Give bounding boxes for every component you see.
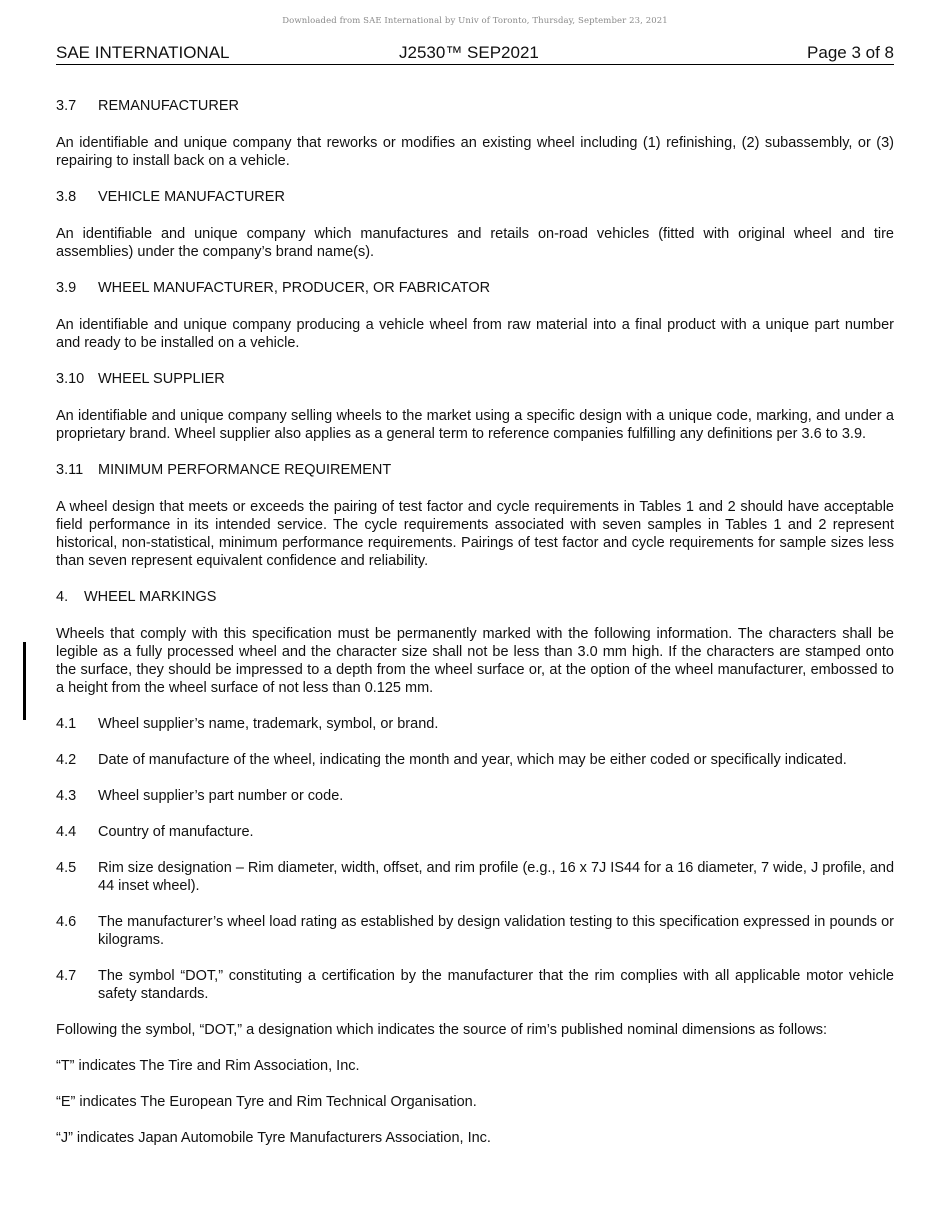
header-page-number: Page 3 of 8 [807, 43, 894, 62]
marking-item: 4.6 The manufacturer’s wheel load rating as established by design validation testing to this specification expressed in pounds or kilograms. [56, 914, 894, 948]
download-banner: Downloaded from SAE International by Univ of Toronto, Thursday, September 23, 2021 [282, 16, 668, 26]
section-paragraph: An identifiable and unique company selling wheels to the market using a specific design with a unique code, marking, and under a proprietary brand. Wheel supplier also applies as a general term to reference companies fulfilling any definitions per 3.6 to 3.9. [56, 408, 894, 442]
designation-line: “E” indicates The European Tyre and Rim Technical Organisation. [56, 1094, 477, 1110]
document-body [56, 97, 894, 1147]
designation-line: “J” indicates Japan Automobile Tyre Manufacturers Association, Inc. [56, 1130, 491, 1146]
section-paragraph: An identifiable and unique company producing a vehicle wheel from raw material into a final product with a unique part number and ready to be installed on a vehicle. [56, 317, 894, 351]
marking-item: 4.4 Country of manufacture. [56, 824, 254, 840]
section-heading: 3.9 WHEEL MANUFACTURER, PRODUCER, OR FABRICATOR [56, 280, 491, 296]
section-heading: 3.7 REMANUFACTURER [56, 98, 239, 114]
marking-item: 4.3 Wheel supplier’s part number or code. [56, 788, 344, 804]
header-doc-id: J2530™ SEP2021 [399, 43, 539, 62]
section-heading: 3.10 WHEEL SUPPLIER [56, 371, 225, 387]
section-paragraph: A wheel design that meets or exceeds the pairing of test factor and cycle requirements in Tables 1 and 2 should have acceptable field performance in its intended service. The cycle requirements associated with seven samples in Tables 1 and 2 represent historical, non-statistical, minimum performance requirements. Pairings of test factor and cycle requirements for sample sizes less than seven represent equivalent confidence and reliability. [56, 499, 894, 569]
marking-item: 4.5 Rim size designation – Rim diameter, width, offset, and rim profile (e.g., 16 x 7J IS44 for a 16 diameter, 7 wide, J profile, and 44 inset wheel). [56, 860, 895, 894]
section-heading: 3.8 VEHICLE MANUFACTURER [56, 189, 285, 205]
marking-item: 4.2 Date of manufacture of the wheel, indicating the month and year, which may be either coded or specifically indicated. [56, 752, 847, 768]
page-header [56, 44, 894, 65]
section-heading: 3.11 MINIMUM PERFORMANCE REQUIREMENT [56, 462, 392, 478]
section-heading: 4. WHEEL MARKINGS [56, 589, 217, 605]
revision-change-bar [23, 642, 26, 720]
marking-item: 4.1 Wheel supplier’s name, trademark, symbol, or brand. [56, 716, 439, 732]
section-paragraph: An identifiable and unique company which manufactures and retails on-road vehicles (fitted with original wheel and tire assemblies) under the company’s brand name(s). [56, 226, 894, 260]
dot-designation-intro: Following the symbol, “DOT,” a designation which indicates the source of rim’s published nominal dimensions as follows: [56, 1022, 828, 1038]
section-paragraph: An identifiable and unique company that reworks or modifies an existing wheel including (1) refinishing, (2) subassembly, or (3) repairing to install back on a vehicle. [56, 135, 894, 169]
markings-intro-paragraph: Wheels that comply with this specification must be permanently marked with the following information. The characters shall be legible as a fully processed wheel and the character size shall not be less than 3.0 mm high. If the characters are stamped onto the surface, they should be impressed to a depth from the wheel surface or, at the option of the wheel manufacturer, embossed to a height from the wheel surface of not less than 0.125 mm. [56, 626, 894, 696]
header-org: SAE INTERNATIONAL [56, 43, 230, 62]
marking-item: 4.7 The symbol “DOT,” constituting a certification by the manufacturer that the rim complies with all applicable motor vehicle safety standards. [56, 968, 894, 1002]
designation-line: “T” indicates The Tire and Rim Association, Inc. [56, 1058, 360, 1074]
